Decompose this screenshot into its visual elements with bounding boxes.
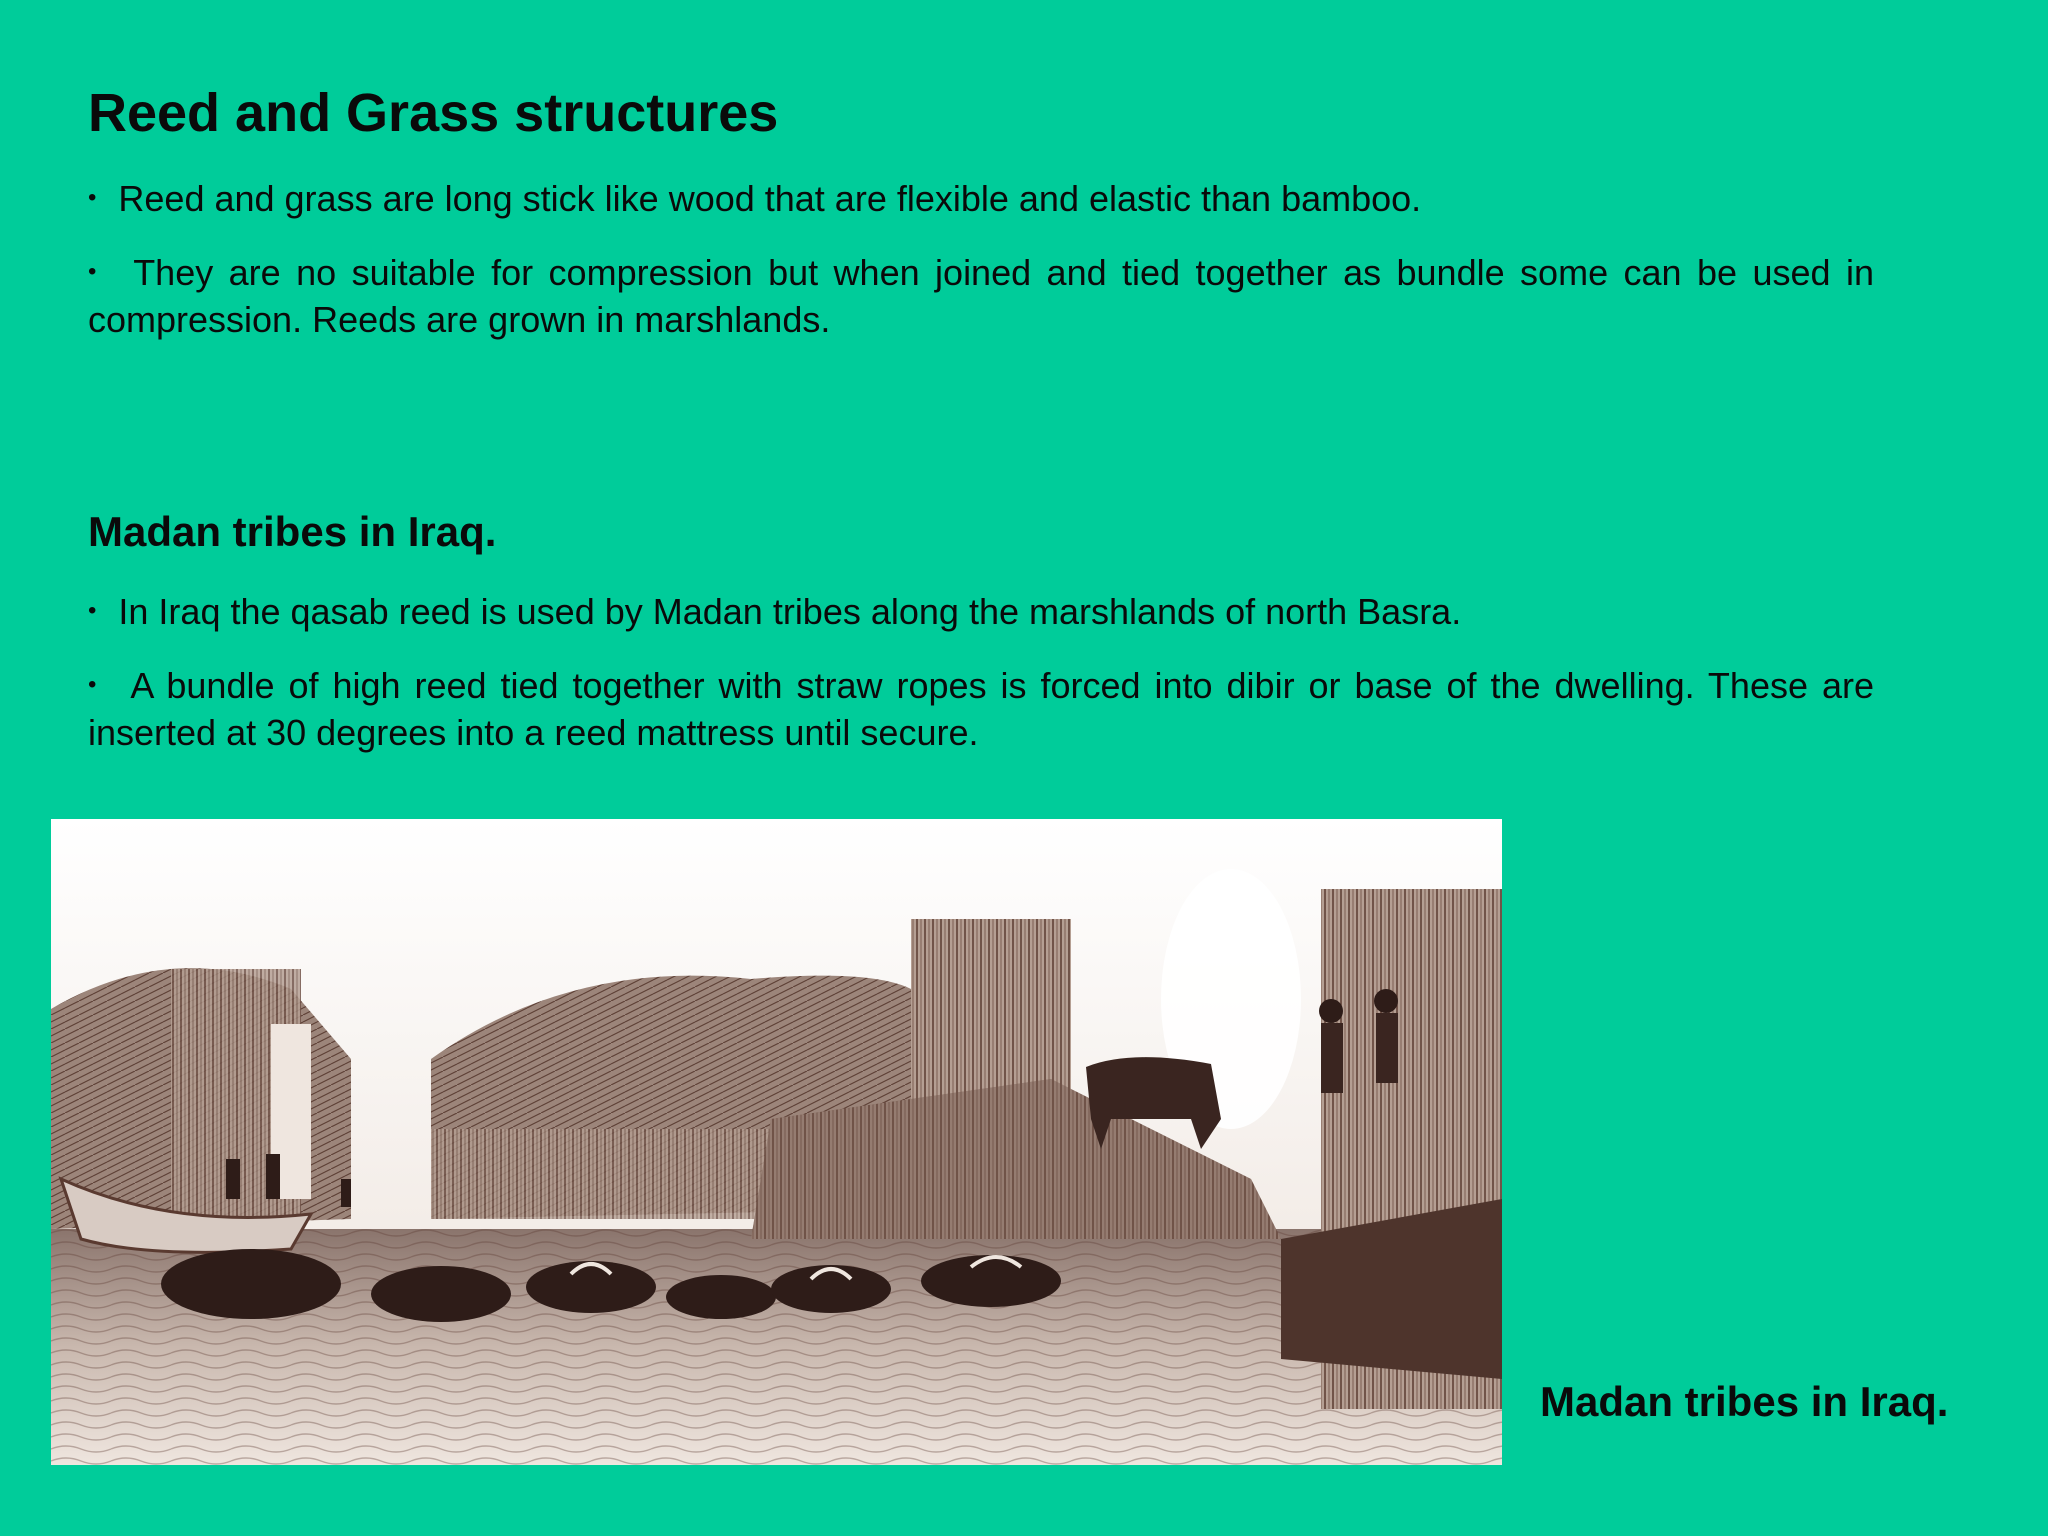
bullet-icon: • [88, 258, 97, 285]
bullet-list-reed-grass [88, 174, 1874, 369]
bullet-list-madan [88, 587, 1874, 782]
bullet-item: • A bundle of high reed tied together with straw ropes is forced into dibir or base of the dwelling. These are inserted at 30 degrees into a reed mattress until secure. [88, 665, 1874, 753]
slide-title: Reed and Grass structures [88, 83, 779, 143]
photo-illustration [51, 819, 1502, 1465]
photo-caption: Madan tribes in Iraq. [1540, 1378, 1949, 1425]
marsh-dwellings-photo [51, 819, 1502, 1465]
bullet-item: • Reed and grass are long stick like wood that are flexible and elastic than bamboo. [88, 178, 1422, 219]
bullet-icon: • [88, 184, 97, 211]
bullet-icon: • [88, 671, 97, 698]
bullet-item: • In Iraq the qasab reed is used by Madan tribes along the marshlands of north Basra. [88, 591, 1462, 632]
bullet-icon: • [88, 597, 97, 624]
bullet-item: • They are no suitable for compression but when joined and tied together as bundle some can be used in compression. Reeds are grown in marshlands. [88, 252, 1874, 340]
section-heading: Madan tribes in Iraq. [88, 508, 497, 555]
